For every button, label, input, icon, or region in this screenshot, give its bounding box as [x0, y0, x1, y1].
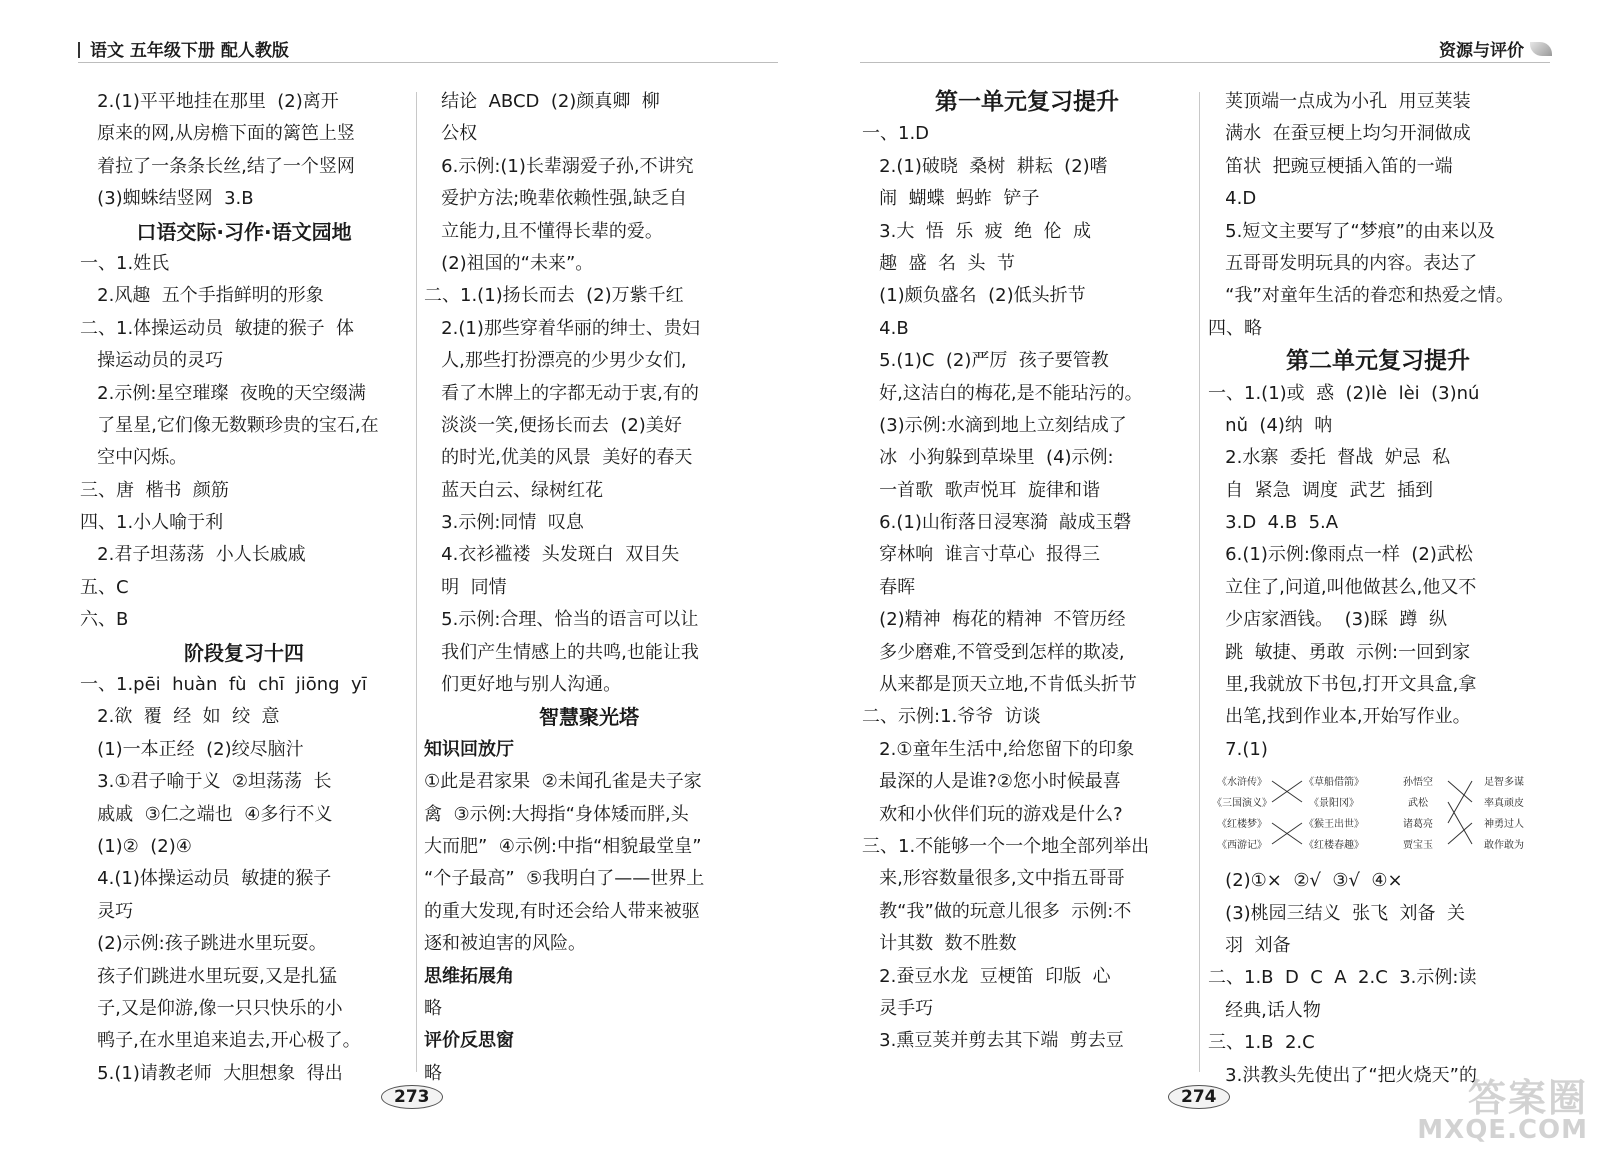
answer-line: 蓝天白云、绿树红花: [424, 479, 604, 501]
answer-line: 5.(1)C (2)严厉 孩子要管教: [862, 350, 1109, 372]
matching-chapters-label: 《猴王出世》: [1304, 819, 1364, 831]
answer-line: (2)①× ②√ ③√ ④×: [1208, 870, 1403, 892]
answer-line: 4.B: [862, 317, 909, 339]
answer-line: (3)示例:水滴到地上立刻结成了: [862, 414, 1127, 436]
matching-books-label: 《红楼梦》: [1217, 819, 1267, 831]
answer-line: 了星星,它们像无数颗珍贵的宝石,在: [80, 414, 379, 436]
answer-line: 3.熏豆荚并剪去其下端 剪去豆: [862, 1030, 1124, 1052]
column-4: [1208, 86, 1548, 1092]
answer-line: 欢和小伙伴们玩的游戏是什么?: [862, 803, 1123, 825]
matching-traits-label: 足智多谋: [1484, 777, 1524, 789]
section-title: 第一单元复习提升: [935, 89, 1119, 115]
answer-line: 二、示例:1.爷爷 访谈: [862, 706, 1041, 728]
answer-line: 教“我”做的玩意儿很多 示例:不: [862, 900, 1132, 922]
answer-line: 操运动员的灵巧: [80, 350, 224, 372]
column-divider-left: [416, 92, 417, 1072]
answer-line: 明 同情: [424, 576, 507, 598]
answer-line: 大而肥” ④示例:中指“相貌最堂皇”: [424, 835, 702, 857]
answer-line: 2.(1)破晓 桑树 耕耘 (2)嗜: [862, 155, 1108, 177]
section-title: 第二单元复习提升: [1286, 348, 1470, 375]
matching-exercise: [1208, 769, 1548, 861]
page-number-left: 273: [381, 1085, 443, 1109]
matching-characters-label: 武松: [1408, 798, 1428, 810]
answer-line: 灵手巧: [862, 997, 934, 1019]
right-page: [800, 0, 1600, 1153]
answer-line: 爱护方法;晚辈依赖性强,缺乏自: [424, 188, 687, 210]
column-2: [424, 86, 754, 1090]
answer-line: 5.(1)请教老师 大胆想象 得出: [80, 1062, 343, 1084]
answer-line: 略: [424, 1062, 442, 1084]
answer-line: 荚顶端一点成为小孔 用豆荚装: [1208, 91, 1471, 112]
matching-books-label: 《三国演义》: [1212, 798, 1272, 810]
answer-line: 着拉了一条条长丝,结了一个竖网: [80, 155, 355, 177]
header-right-text: 资源与评价: [1439, 41, 1524, 61]
answer-line: 们更好地与别人沟通。: [424, 674, 622, 696]
answer-line: 3.示例:同情 叹息: [424, 512, 584, 534]
answer-line: 4.衣衫褴褛 头发斑白 双目失: [424, 544, 680, 566]
answer-line: 戚戚 ③仁之端也 ④多行不义: [80, 803, 333, 825]
answer-line: 四、1.小人喻于利: [80, 512, 224, 534]
matching-traits-label: 敢作敢为: [1484, 840, 1524, 852]
section-title: 智慧聚光塔: [539, 705, 639, 730]
answer-line: 2.欲 覆 经 如 绞 意: [80, 706, 280, 728]
answer-line: 2.君子坦荡荡 小人长戚戚: [80, 544, 306, 566]
answer-line: 人,那些打扮漂亮的少男少女们,: [424, 350, 687, 372]
answer-line: 闹 蝴蝶 蚂蚱 铲子: [862, 188, 1040, 210]
watermark-line1: 答案圈: [1467, 1076, 1588, 1120]
matching-characters-label: 孙悟空: [1403, 777, 1433, 789]
matching-link: [1448, 802, 1472, 844]
matching-link: [1448, 781, 1472, 802]
page-number-right: 274: [1168, 1085, 1230, 1109]
answer-line: 禽 ③示例:大拇指“身体矮而胖,头: [424, 803, 689, 825]
answer-line: 6.(1)示例:像雨点一样 (2)武松: [1208, 544, 1473, 566]
answer-line: (3)蜘蛛结竖网 3.B: [80, 188, 254, 210]
answer-line: 子,又是仰游,像一只只快乐的小: [80, 997, 343, 1019]
matching-link: [1448, 781, 1472, 823]
answer-line: 二、1.(1)扬长而去 (2)万紫千红: [424, 285, 684, 307]
answer-line: 春晖: [862, 576, 916, 598]
answer-line: 的时光,优美的风景 美好的春天: [424, 447, 693, 469]
answer-line: 三、唐 楷书 颜筋: [80, 479, 229, 501]
watermark-line2: MXQE.COM: [1417, 1115, 1588, 1145]
answer-line: 一、1.D: [862, 123, 930, 145]
matching-link: [1448, 823, 1472, 844]
answer-line: “我”对童年生活的眷恋和热爱之情。: [1208, 285, 1514, 307]
answer-line: 淡淡一笑,便扬长而去 (2)美好: [424, 414, 682, 436]
matching-characters-label: 诸葛亮: [1403, 819, 1433, 831]
answer-line: 5.短文主要写了“梦痕”的由来以及: [1208, 220, 1495, 242]
answer-line: 五、C: [80, 576, 129, 598]
answer-line: 2.水寨 委托 督战 妒忌 私: [1208, 447, 1451, 469]
answer-line: “个子最高” ⑤我明白了——世界上: [424, 868, 705, 890]
answer-line: 结论 ABCD (2)颜真卿 柳: [424, 91, 660, 112]
answer-line: 5.示例:合理、恰当的语言可以让: [424, 609, 699, 631]
column-divider-right: [1199, 92, 1200, 1072]
answer-line: 3.①君子喻于义 ②坦荡荡 长: [80, 771, 332, 793]
answer-line: 羽 刘备: [1208, 934, 1291, 956]
answer-line: 我们产生情感上的共鸣,也能让我: [424, 641, 699, 663]
answer-line: 冰 小狗躲到草垛里 (4)示例:: [862, 447, 1114, 469]
answer-line: 看了木牌上的字都无动于衷,有的: [424, 382, 699, 404]
answer-line: 公权: [424, 123, 478, 145]
header-rule-right: [860, 62, 1550, 63]
answer-line: 2.示例:星空璀璨 夜晚的天空缀满: [80, 382, 366, 404]
answer-line: 满水 在蚕豆梗上均匀开洞做成: [1208, 123, 1471, 145]
matching-chapters-label: 《草船借箭》: [1304, 777, 1364, 789]
matching-chapters-label: 《景阳冈》: [1309, 798, 1359, 810]
answer-line: 灵巧: [80, 900, 134, 922]
matching-books-label: 《西游记》: [1217, 840, 1267, 852]
leaf-logo-icon: [1530, 42, 1552, 56]
answer-line: 六、B: [80, 609, 129, 631]
answer-line: 3.洪教头先使出了“把火烧天”的: [1208, 1064, 1477, 1086]
matching-chapters-label: 《红楼春趣》: [1304, 840, 1364, 852]
answer-line: 2.风趣 五个手指鲜明的形象: [80, 285, 324, 307]
answer-line: 来,形容数量很多,文中指五哥哥: [862, 868, 1125, 890]
header-bar: [78, 42, 80, 58]
answer-line: 原来的网,从房檐下面的篱笆上竖: [80, 123, 355, 145]
watermark: [1417, 1076, 1588, 1145]
answer-line: 鸭子,在水里追来追去,开心极了。: [80, 1030, 361, 1052]
answer-line: 五哥哥发明玩具的内容。表达了: [1208, 252, 1478, 274]
section-title: 阶段复习十四: [184, 640, 304, 665]
answer-line: 经典,话人物: [1208, 999, 1321, 1021]
answer-line: 一、1.pēi huàn fù chī jiōng yī: [80, 674, 367, 696]
answer-line: 从来都是顶天立地,不肯低头折节: [862, 674, 1137, 696]
answer-line: 里,我就放下书包,打开文具盒,拿: [1208, 674, 1477, 696]
answer-line: 立住了,问道,叫他做甚么,他又不: [1208, 576, 1477, 598]
answer-line: (2)精神 梅花的精神 不管历经: [862, 609, 1126, 631]
answer-line: 最深的人是谁?②您小时候最喜: [862, 771, 1121, 793]
answer-line: (2)示例:孩子跳进水里玩耍。: [80, 933, 327, 955]
header-left: [78, 36, 289, 61]
answer-line: 6.(1)山衔落日浸寒漪 敲成玉磬: [862, 512, 1132, 534]
answer-line: 一、1.(1)或 惑 (2)lè lèi (3)nú: [1208, 382, 1480, 404]
answer-line: 3.D 4.B 5.A: [1208, 512, 1339, 534]
section-subtitle: 评价反思窗: [424, 1030, 514, 1052]
answer-line: 二、1.体操运动员 敏捷的猴子 体: [80, 317, 355, 339]
answer-line: 一、1.姓氏: [80, 252, 170, 274]
answer-line: 孩子们跳进水里玩耍,又是扎猛: [80, 965, 337, 987]
column-3: [862, 86, 1192, 1058]
answer-line: 3.大 悟 乐 疲 绝 伦 成: [862, 220, 1091, 242]
answer-line: 立能力,且不懂得长辈的爱。: [424, 220, 663, 242]
matching-traits-label: 率真顽皮: [1484, 798, 1524, 810]
answer-line: 7.(1): [1208, 738, 1268, 760]
answer-line: 空中闪烁。: [80, 447, 188, 469]
column-1: [80, 86, 408, 1090]
answer-line: 好,这洁白的梅花,是不能玷污的。: [862, 382, 1143, 404]
matching-traits-label: 神勇过人: [1484, 819, 1524, 831]
header-right: [1439, 36, 1552, 61]
answer-line: (1)颇负盛名 (2)低头折节: [862, 285, 1086, 307]
answer-line: 三、1.不能够一个一个地全部列举出: [862, 835, 1150, 857]
matching-diagram: [1208, 769, 1548, 861]
answer-line: (1)一本正经 (2)绞尽脑汁: [80, 738, 304, 760]
answer-line: 穿林响 谁言寸草心 报得三: [862, 544, 1101, 566]
answer-line: (1)② (2)④: [80, 835, 192, 857]
answer-line: 逐和被迫害的风险。: [424, 933, 586, 955]
answer-line: 自 紧急 调度 武艺 插到: [1208, 479, 1433, 501]
matching-characters-label: 贾宝玉: [1403, 840, 1433, 852]
answer-line: 四、略: [1208, 317, 1262, 339]
answer-line: 少店家酒钱。 (3)睬 蹲 纵: [1208, 609, 1447, 631]
answer-line: 一首歌 歌声悦耳 旋律和谐: [862, 479, 1101, 501]
answer-line: 2.(1)那些穿着华丽的绅士、贵妇: [424, 317, 700, 339]
answer-line: (3)桃园三结义 张飞 刘备 关: [1208, 902, 1465, 924]
answer-line: 2.(1)平平地挂在那里 (2)离开: [80, 91, 339, 112]
answer-line: 二、1.B D C A 2.C 3.示例:读: [1208, 967, 1477, 989]
section-subtitle: 思维拓展角: [424, 965, 514, 987]
answer-line: 4.(1)体操运动员 敏捷的猴子: [80, 868, 332, 890]
header-left-text: 语文 五年级下册 配人教版: [90, 41, 289, 61]
answer-line: (2)祖国的“未来”。: [424, 252, 594, 274]
answer-line: 笛状 把豌豆梗插入笛的一端: [1208, 155, 1453, 177]
answer-line: nǔ (4)纳 呐: [1208, 414, 1333, 436]
answer-line: 三、1.B 2.C: [1208, 1032, 1315, 1054]
matching-books-label: 《水浒传》: [1217, 777, 1267, 789]
answer-line: ①此是君家果 ②未闻孔雀是夫子家: [424, 771, 702, 793]
answer-line: 2.蚕豆水龙 豆梗笛 印版 心: [862, 965, 1111, 987]
answer-line: 2.①童年生活中,给您留下的印象: [862, 738, 1135, 760]
header-rule-left: [78, 62, 778, 63]
answer-line: 略: [424, 997, 442, 1019]
section-subtitle: 知识回放厅: [424, 738, 514, 760]
answer-line: 计其数 数不胜数: [862, 933, 1017, 955]
answer-line: 6.示例:(1)长辈溺爱子孙,不讲究: [424, 155, 694, 177]
answer-line: 4.D: [1208, 188, 1257, 210]
answer-line: 多少磨难,不管受到怎样的欺凌,: [862, 641, 1125, 663]
answer-line: 跳 敏捷、勇敢 示例:一回到家: [1208, 641, 1471, 663]
answer-line: 的重大发现,有时还会给人带来被驱: [424, 900, 700, 922]
answer-line: 出笔,找到作业本,开始写作业。: [1208, 706, 1471, 728]
section-title: 口语交际·习作·语文园地: [136, 219, 352, 244]
answer-line: 趣 盛 名 头 节: [862, 252, 1015, 274]
